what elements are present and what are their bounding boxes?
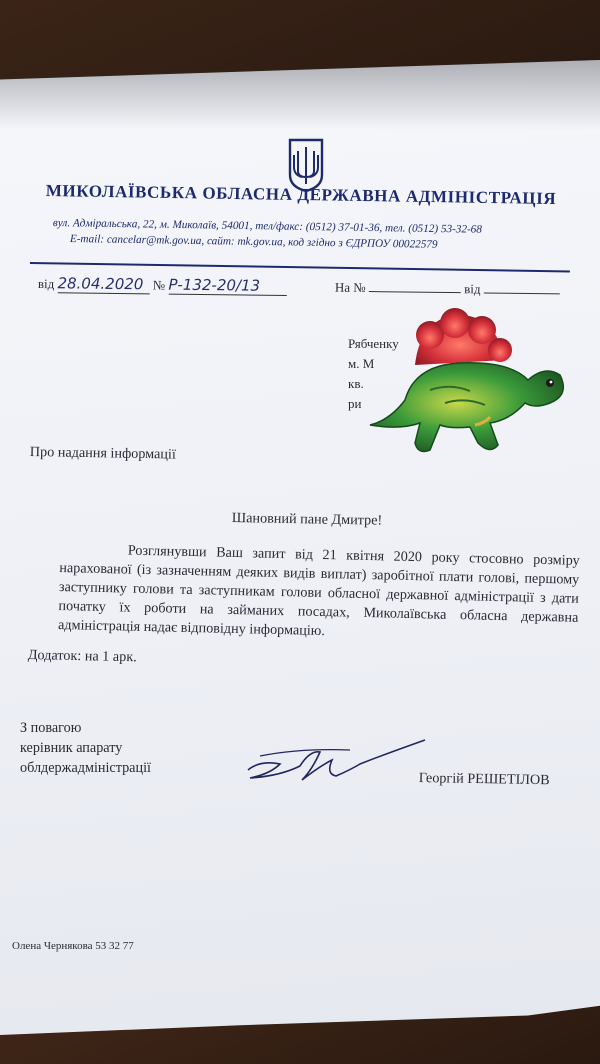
body-paragraph: Розглянувши Ваш запит від 21 квітня 2020 року стосовно розміру нарахованої (із зазначенням деяких видів виплат) заробітної плати голові, першому заступнику голови та заступникам голови обласної державної адміністрації з дати початку їх роботи на займаних посадах, Миколаївська обласна державна адміністрація надає відповідну інформацію.	[57, 542, 580, 640]
signature-icon	[240, 730, 440, 790]
ref-label: На №	[334, 279, 366, 296]
attachment-note: Додаток: на 1 арк.	[27, 647, 137, 666]
contact-line: E-mail: cancelar@mk.gov.ua, сайт: mk.gov.ua, код згідно з ЄДРПОУ 00022579	[69, 233, 438, 251]
number-value: Р-132-20/13	[168, 276, 286, 296]
address-line: вул. Адміральська, 22, м. Миколаїв, 54001, тел/факс: (0512) 37-01-36, тел. (0512) 53-32-68	[52, 217, 483, 236]
number-label: №	[152, 277, 166, 293]
recipient-name: Рябченку	[348, 336, 399, 351]
ref-number-blank	[369, 291, 461, 293]
date-value: 28.04.2020	[57, 274, 149, 294]
recipient-city: м. М	[348, 356, 375, 371]
executor-info: Олена Чернякова 53 32 77	[12, 940, 134, 952]
from-label: від	[37, 275, 55, 292]
closing-organization: облдержадміністрації	[20, 760, 151, 776]
recipient-region: ри	[348, 396, 362, 411]
org-name: МИКОЛАЇВСЬКА ОБЛАСНА ДЕРЖАВНА АДМІНІСТРАЦІЯ	[45, 181, 557, 209]
dinosaur-toy-icon	[360, 305, 570, 465]
ref-from-label: від	[464, 281, 481, 297]
subject-line: Про надання інформації	[29, 444, 176, 463]
signer-name: Георгій РЕШЕТІЛОВ	[418, 770, 550, 789]
salutation: Шановний пане Дмитре!	[231, 510, 383, 529]
recipient-apartment: кв.	[348, 376, 364, 391]
closing-regards: З повагою	[20, 720, 82, 736]
ref-date-blank	[484, 292, 560, 294]
closing-position: керівник апарату	[20, 740, 123, 756]
